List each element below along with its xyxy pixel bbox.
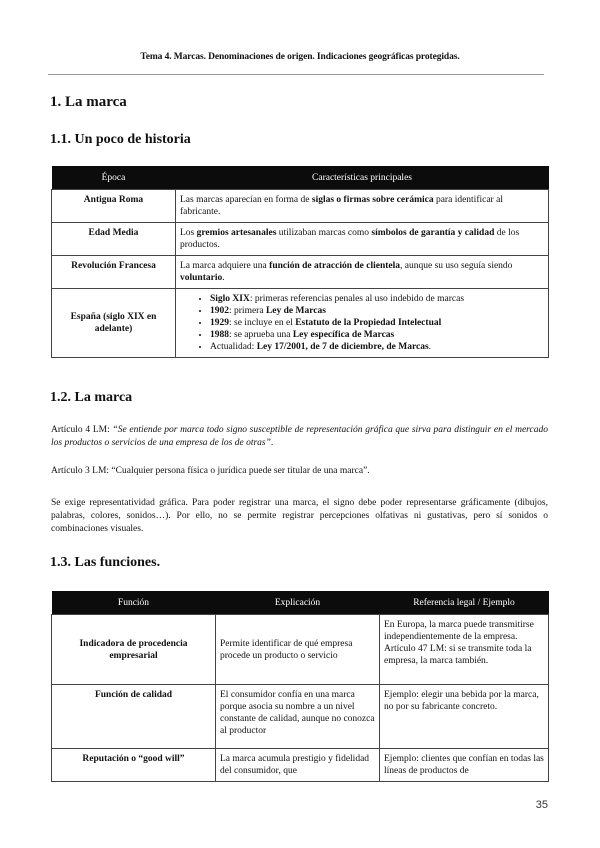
- list-item: [210, 341, 544, 353]
- text-run: : se aprueba una: [229, 330, 293, 340]
- bold-text: gremios artesanales: [196, 228, 277, 238]
- section-heading-funciones: 1.3. Las funciones.: [50, 555, 161, 570]
- reference-cell: En Europa, la marca puede transmitirse independientemente de la empresa. Artículo 47 LM: si se transmite toda la empresa, la marca también.: [380, 615, 549, 685]
- list-item: [210, 305, 544, 317]
- bold-text: Siglo XIX: [210, 294, 250, 304]
- bold-text: Ley de Marcas: [265, 306, 326, 316]
- page-header: Tema 4. Marcas. Denominaciones de origen. Indicaciones geográficas protegidas.: [140, 52, 460, 62]
- text-run: .: [270, 438, 274, 448]
- section-heading-historia: 1.1. Un poco de historia: [50, 132, 191, 147]
- bold-text: 1988: [210, 330, 229, 340]
- column-header-funcion: Función: [52, 591, 216, 615]
- table-row: [52, 289, 549, 358]
- text-run: Las marcas aparecían en forma de: [180, 195, 312, 205]
- header-divider: [48, 74, 544, 75]
- column-header-caracteristicas: Características principales: [176, 166, 549, 190]
- list-item: [210, 317, 544, 329]
- table-header-row: [52, 166, 549, 190]
- section-heading-la-marca: 1. La marca: [50, 94, 127, 110]
- article-3-paragraph: Artículo 3 LM: “Cualquier persona física o jurídica puede ser titular de una marca”.: [51, 466, 370, 476]
- epoch-cell: España (siglo XIX en adelante): [52, 289, 176, 358]
- function-cell: Función de calidad: [52, 685, 216, 749]
- text-run: : se incluye en el: [229, 318, 296, 328]
- history-table: [51, 166, 549, 358]
- section-heading-la-marca-2: 1.2. La marca: [50, 390, 133, 405]
- explanation-cell: Permite identificar de qué empresa procede un producto o servicio: [216, 615, 380, 685]
- bold-text: Estatuto de la Propiedad Intelectual: [295, 318, 442, 328]
- bold-text: siglas o firmas sobre cerámica: [311, 195, 434, 205]
- epoch-cell: Edad Media: [52, 223, 176, 256]
- epoch-cell: Antigua Roma: [52, 190, 176, 223]
- text-run: utilizaban marcas como: [276, 228, 372, 238]
- column-header-explicacion: Explicación: [216, 591, 380, 615]
- quote-text: “Se entiende por marca todo signo susceptible de representación gráfica que sirva para distinguir en el mercado los productos o servicios de una empresa de los de otras”: [51, 425, 548, 448]
- text-run: : primera: [229, 306, 266, 316]
- table-row: [52, 190, 549, 223]
- column-header-referencia: Referencia legal / Ejemplo: [380, 591, 549, 615]
- characteristics-cell: [176, 289, 549, 358]
- table-row: [52, 749, 549, 782]
- text-run: de los productos.: [180, 228, 520, 250]
- function-cell: Reputación o “good will”: [52, 749, 216, 782]
- table-row: [52, 615, 549, 685]
- article-4-paragraph: [51, 424, 548, 450]
- function-cell: Indicadora de procedencia empresarial: [52, 615, 216, 685]
- page-number: 35: [535, 799, 548, 811]
- bold-text: 1929: [210, 318, 229, 328]
- functions-table: [51, 591, 549, 782]
- bold-text: 1902: [210, 306, 229, 316]
- explanation-cell: El consumidor confía en una marca porque asocia su nombre a un nivel constante de calidad, aunque no conozca al productor: [216, 685, 380, 749]
- text-run: .: [222, 273, 225, 283]
- text-run: Artículo 4 LM:: [51, 425, 113, 435]
- bold-text: Ley específica de Marcas: [292, 330, 395, 340]
- column-header-epoca: Época: [52, 166, 176, 190]
- bold-text: función de atracción de clientela: [269, 261, 401, 271]
- reference-cell: Ejemplo: clientes que confían en todas las líneas de productos de: [380, 749, 549, 782]
- graphic-representation-paragraph: Se exige representatividad gráfica. Para poder registrar una marca, el signo debe poder representarse gráficamente (dibujos, palabras, colores, sonidos…). Por ello, no se permite registrar percepciones olfativas ni gustativas, pero sí sonidos o combinaciones visuales.: [51, 498, 548, 534]
- text-run: La marca adquiere una: [180, 261, 270, 271]
- text-run: .: [428, 342, 432, 352]
- text-run: : primeras referencias penales al uso indebido de marcas: [249, 294, 465, 304]
- characteristics-cell: [176, 223, 549, 256]
- characteristics-cell: [176, 256, 549, 289]
- bold-text: voluntario: [180, 273, 223, 283]
- bold-text: Ley 17/2001, de 7 de diciembre, de Marcas: [256, 342, 429, 352]
- reference-cell: Ejemplo: elegir una bebida por la marca, no por su fabricante concreto.: [380, 685, 549, 749]
- list-item: [210, 293, 544, 305]
- bold-text: símbolos de garantía y calidad: [371, 228, 495, 238]
- timeline-list: [180, 293, 544, 353]
- table-header-row: [52, 591, 549, 615]
- characteristics-cell: [176, 190, 549, 223]
- explanation-cell: La marca acumula prestigio y fidelidad del consumidor, que: [216, 749, 380, 782]
- epoch-cell: Revolución Francesa: [52, 256, 176, 289]
- table-row: [52, 256, 549, 289]
- table-row: [52, 223, 549, 256]
- text-run: Los: [180, 228, 197, 238]
- text-run: Actualidad:: [210, 342, 257, 352]
- text-run: para identificar al fabricante.: [180, 195, 503, 217]
- list-item: [210, 329, 544, 341]
- text-run: , aunque su uso seguía siendo: [400, 261, 513, 271]
- table-row: [52, 685, 549, 749]
